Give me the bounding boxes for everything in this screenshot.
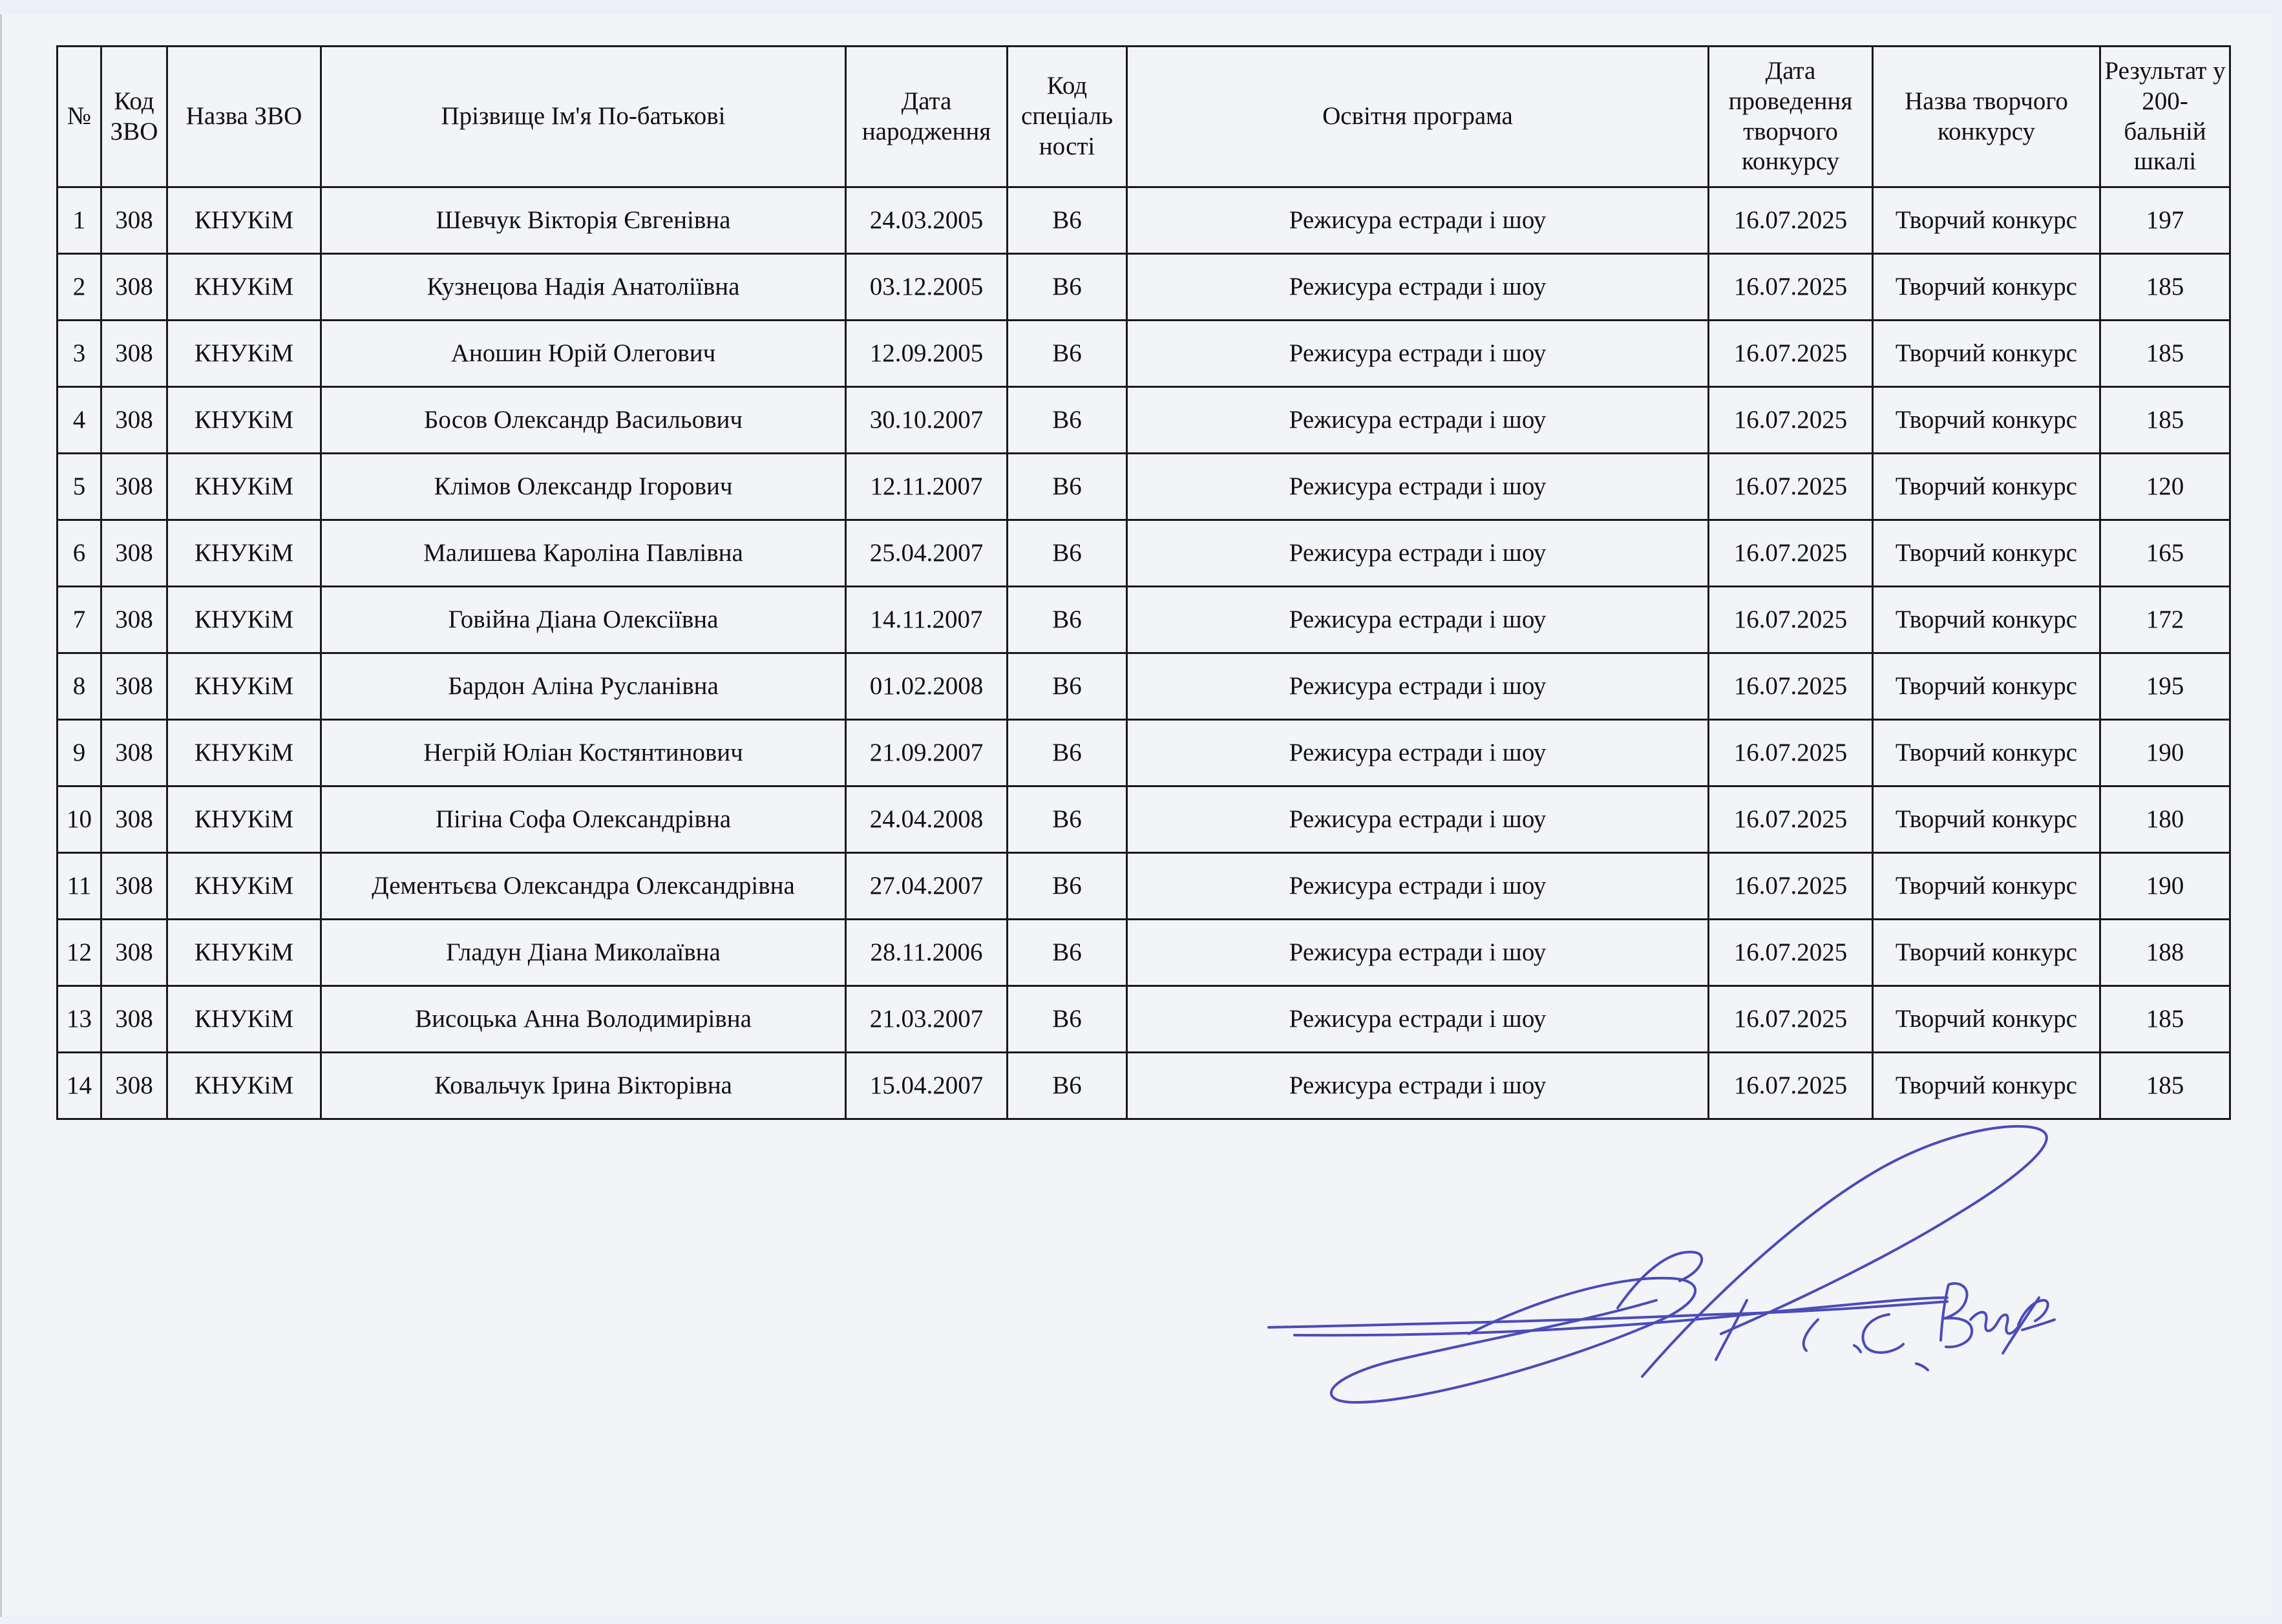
cell-score: 120 bbox=[2100, 454, 2230, 520]
cell-institution-code: 308 bbox=[101, 786, 167, 853]
cell-number: 13 bbox=[58, 986, 101, 1053]
header-institution-code: Код ЗВО bbox=[101, 47, 167, 187]
document-sheet bbox=[0, 14, 2272, 1617]
cell-full-name: Бардон Аліна Русланівна bbox=[321, 653, 846, 720]
cell-specialty-code: В6 bbox=[1008, 321, 1127, 387]
cell-education-program: Режисура естради і шоу bbox=[1127, 986, 1709, 1053]
cell-institution-name: КНУКіМ bbox=[167, 1053, 321, 1119]
cell-specialty-code: В6 bbox=[1008, 587, 1127, 653]
cell-institution-name: КНУКіМ bbox=[167, 720, 321, 786]
cell-institution-name: КНУКіМ bbox=[167, 986, 321, 1053]
cell-birth-date: 15.04.2007 bbox=[846, 1053, 1008, 1119]
cell-education-program: Режисура естради і шоу bbox=[1127, 254, 1709, 321]
cell-institution-code: 308 bbox=[101, 1053, 167, 1119]
cell-contest-date: 16.07.2025 bbox=[1709, 653, 1873, 720]
cell-birth-date: 27.04.2007 bbox=[846, 853, 1008, 920]
cell-institution-code: 308 bbox=[101, 187, 167, 254]
cell-score: 185 bbox=[2100, 254, 2230, 321]
cell-full-name: Клімов Олександр Ігорович bbox=[321, 454, 846, 520]
cell-education-program: Режисура естради і шоу bbox=[1127, 653, 1709, 720]
cell-contest-date: 16.07.2025 bbox=[1709, 920, 1873, 986]
handwritten-signature bbox=[1256, 1106, 2135, 1410]
cell-number: 5 bbox=[58, 454, 101, 520]
cell-education-program: Режисура естради і шоу bbox=[1127, 1053, 1709, 1119]
cell-score: 197 bbox=[2100, 187, 2230, 254]
cell-full-name: Висоцька Анна Володимирівна bbox=[321, 986, 846, 1053]
cell-score: 172 bbox=[2100, 587, 2230, 653]
cell-contest-name: Творчий конкурс bbox=[1873, 653, 2100, 720]
cell-number: 8 bbox=[58, 653, 101, 720]
cell-full-name: Пігіна Софа Олександрівна bbox=[321, 786, 846, 853]
table-row bbox=[58, 853, 2230, 920]
cell-full-name: Дементьєва Олександра Олександрівна bbox=[321, 853, 846, 920]
cell-number: 2 bbox=[58, 254, 101, 321]
cell-specialty-code: В6 bbox=[1008, 187, 1127, 254]
cell-institution-name: КНУКіМ bbox=[167, 520, 321, 587]
cell-contest-date: 16.07.2025 bbox=[1709, 986, 1873, 1053]
cell-birth-date: 03.12.2005 bbox=[846, 254, 1008, 321]
cell-contest-name: Творчий конкурс bbox=[1873, 187, 2100, 254]
cell-contest-name: Творчий конкурс bbox=[1873, 387, 2100, 454]
cell-institution-name: КНУКіМ bbox=[167, 653, 321, 720]
cell-number: 4 bbox=[58, 387, 101, 454]
cell-institution-code: 308 bbox=[101, 986, 167, 1053]
table-row bbox=[58, 587, 2230, 653]
cell-number: 6 bbox=[58, 520, 101, 587]
cell-birth-date: 30.10.2007 bbox=[846, 387, 1008, 454]
cell-specialty-code: В6 bbox=[1008, 920, 1127, 986]
table-header-row bbox=[58, 47, 2230, 187]
cell-birth-date: 12.11.2007 bbox=[846, 454, 1008, 520]
table-row bbox=[58, 653, 2230, 720]
cell-contest-date: 16.07.2025 bbox=[1709, 187, 1873, 254]
cell-contest-name: Творчий конкурс bbox=[1873, 254, 2100, 321]
cell-institution-code: 308 bbox=[101, 920, 167, 986]
cell-education-program: Режисура естради і шоу bbox=[1127, 187, 1709, 254]
cell-education-program: Режисура естради і шоу bbox=[1127, 920, 1709, 986]
cell-score: 180 bbox=[2100, 786, 2230, 853]
cell-full-name: Малишева Кароліна Павлівна bbox=[321, 520, 846, 587]
cell-specialty-code: В6 bbox=[1008, 387, 1127, 454]
table-row bbox=[58, 321, 2230, 387]
cell-score: 185 bbox=[2100, 387, 2230, 454]
cell-full-name: Кузнецова Надія Анатоліївна bbox=[321, 254, 846, 321]
cell-institution-code: 308 bbox=[101, 321, 167, 387]
cell-education-program: Режисура естради і шоу bbox=[1127, 520, 1709, 587]
cell-institution-code: 308 bbox=[101, 520, 167, 587]
cell-contest-name: Творчий конкурс bbox=[1873, 720, 2100, 786]
results-table bbox=[56, 45, 2231, 1120]
cell-full-name: Шевчук Вікторія Євгенівна bbox=[321, 187, 846, 254]
header-score: Результат у 200-бальній шкалі bbox=[2100, 47, 2230, 187]
cell-contest-date: 16.07.2025 bbox=[1709, 520, 1873, 587]
cell-score: 185 bbox=[2100, 321, 2230, 387]
table-row bbox=[58, 786, 2230, 853]
cell-contest-date: 16.07.2025 bbox=[1709, 1053, 1873, 1119]
cell-institution-name: КНУКіМ bbox=[167, 187, 321, 254]
cell-full-name: Ковальчук Ірина Вікторівна bbox=[321, 1053, 846, 1119]
cell-specialty-code: В6 bbox=[1008, 454, 1127, 520]
cell-education-program: Режисура естради і шоу bbox=[1127, 387, 1709, 454]
cell-institution-code: 308 bbox=[101, 387, 167, 454]
cell-contest-name: Творчий конкурс bbox=[1873, 454, 2100, 520]
cell-birth-date: 21.03.2007 bbox=[846, 986, 1008, 1053]
cell-contest-date: 16.07.2025 bbox=[1709, 387, 1873, 454]
cell-institution-code: 308 bbox=[101, 454, 167, 520]
cell-specialty-code: В6 bbox=[1008, 853, 1127, 920]
cell-birth-date: 24.04.2008 bbox=[846, 786, 1008, 853]
cell-contest-name: Творчий конкурс bbox=[1873, 321, 2100, 387]
cell-birth-date: 01.02.2008 bbox=[846, 653, 1008, 720]
cell-education-program: Режисура естради і шоу bbox=[1127, 587, 1709, 653]
cell-contest-date: 16.07.2025 bbox=[1709, 720, 1873, 786]
cell-score: 190 bbox=[2100, 720, 2230, 786]
cell-number: 12 bbox=[58, 920, 101, 986]
cell-institution-name: КНУКіМ bbox=[167, 920, 321, 986]
header-contest-name: Назва творчого конкурсу bbox=[1873, 47, 2100, 187]
cell-education-program: Режисура естради і шоу bbox=[1127, 853, 1709, 920]
cell-institution-name: КНУКіМ bbox=[167, 853, 321, 920]
cell-score: 190 bbox=[2100, 853, 2230, 920]
table-body bbox=[58, 187, 2230, 1119]
cell-number: 7 bbox=[58, 587, 101, 653]
cell-contest-name: Творчий конкурс bbox=[1873, 587, 2100, 653]
cell-birth-date: 24.03.2005 bbox=[846, 187, 1008, 254]
cell-score: 185 bbox=[2100, 986, 2230, 1053]
cell-specialty-code: В6 bbox=[1008, 786, 1127, 853]
cell-score: 185 bbox=[2100, 1053, 2230, 1119]
cell-specialty-code: В6 bbox=[1008, 720, 1127, 786]
cell-contest-name: Творчий конкурс bbox=[1873, 1053, 2100, 1119]
cell-full-name: Негрій Юліан Костянтинович bbox=[321, 720, 846, 786]
cell-contest-date: 16.07.2025 bbox=[1709, 254, 1873, 321]
cell-birth-date: 12.09.2005 bbox=[846, 321, 1008, 387]
cell-institution-code: 308 bbox=[101, 720, 167, 786]
cell-score: 165 bbox=[2100, 520, 2230, 587]
cell-number: 10 bbox=[58, 786, 101, 853]
cell-number: 1 bbox=[58, 187, 101, 254]
cell-institution-name: КНУКіМ bbox=[167, 587, 321, 653]
header-specialty-code: Код спеціаль ності bbox=[1008, 47, 1127, 187]
cell-institution-code: 308 bbox=[101, 853, 167, 920]
cell-contest-name: Творчий конкурс bbox=[1873, 520, 2100, 587]
cell-number: 14 bbox=[58, 1053, 101, 1119]
cell-full-name: Босов Олександр Васильович bbox=[321, 387, 846, 454]
cell-birth-date: 25.04.2007 bbox=[846, 520, 1008, 587]
cell-specialty-code: В6 bbox=[1008, 986, 1127, 1053]
cell-score: 195 bbox=[2100, 653, 2230, 720]
cell-specialty-code: В6 bbox=[1008, 1053, 1127, 1119]
cell-contest-date: 16.07.2025 bbox=[1709, 853, 1873, 920]
cell-institution-name: КНУКіМ bbox=[167, 454, 321, 520]
header-education-program: Освітня програма bbox=[1127, 47, 1709, 187]
cell-contest-date: 16.07.2025 bbox=[1709, 786, 1873, 853]
cell-number: 9 bbox=[58, 720, 101, 786]
table-row bbox=[58, 520, 2230, 587]
cell-institution-code: 308 bbox=[101, 587, 167, 653]
cell-institution-name: КНУКіМ bbox=[167, 254, 321, 321]
cell-institution-name: КНУКіМ bbox=[167, 321, 321, 387]
table-row bbox=[58, 720, 2230, 786]
cell-specialty-code: В6 bbox=[1008, 520, 1127, 587]
table-row bbox=[58, 986, 2230, 1053]
cell-contest-date: 16.07.2025 bbox=[1709, 454, 1873, 520]
cell-contest-date: 16.07.2025 bbox=[1709, 321, 1873, 387]
cell-education-program: Режисура естради і шоу bbox=[1127, 720, 1709, 786]
table-row bbox=[58, 254, 2230, 321]
cell-education-program: Режисура естради і шоу bbox=[1127, 786, 1709, 853]
cell-contest-name: Творчий конкурс bbox=[1873, 786, 2100, 853]
header-full-name: Прізвище Ім'я По-батькові bbox=[321, 47, 846, 187]
cell-full-name: Говійна Діана Олексіївна bbox=[321, 587, 846, 653]
table-row bbox=[58, 387, 2230, 454]
cell-specialty-code: В6 bbox=[1008, 254, 1127, 321]
cell-contest-name: Творчий конкурс bbox=[1873, 986, 2100, 1053]
table-row bbox=[58, 454, 2230, 520]
cell-number: 3 bbox=[58, 321, 101, 387]
cell-birth-date: 28.11.2006 bbox=[846, 920, 1008, 986]
cell-institution-name: КНУКіМ bbox=[167, 387, 321, 454]
cell-score: 188 bbox=[2100, 920, 2230, 986]
header-institution-name: Назва ЗВО bbox=[167, 47, 321, 187]
cell-institution-name: КНУКіМ bbox=[167, 786, 321, 853]
cell-full-name: Гладун Діана Миколаївна bbox=[321, 920, 846, 986]
cell-education-program: Режисура естради і шоу bbox=[1127, 321, 1709, 387]
header-number: № bbox=[58, 47, 101, 187]
cell-institution-code: 308 bbox=[101, 653, 167, 720]
cell-contest-name: Творчий конкурс bbox=[1873, 853, 2100, 920]
cell-contest-name: Творчий конкурс bbox=[1873, 920, 2100, 986]
cell-institution-code: 308 bbox=[101, 254, 167, 321]
cell-specialty-code: В6 bbox=[1008, 653, 1127, 720]
cell-birth-date: 14.11.2007 bbox=[846, 587, 1008, 653]
cell-number: 11 bbox=[58, 853, 101, 920]
cell-contest-date: 16.07.2025 bbox=[1709, 587, 1873, 653]
cell-full-name: Аношин Юрій Олегович bbox=[321, 321, 846, 387]
header-birth-date: Дата народження bbox=[846, 47, 1008, 187]
cell-birth-date: 21.09.2007 bbox=[846, 720, 1008, 786]
table-row bbox=[58, 920, 2230, 986]
header-contest-date: Дата проведення творчого конкурсу bbox=[1709, 47, 1873, 187]
table-row bbox=[58, 187, 2230, 254]
cell-education-program: Режисура естради і шоу bbox=[1127, 454, 1709, 520]
